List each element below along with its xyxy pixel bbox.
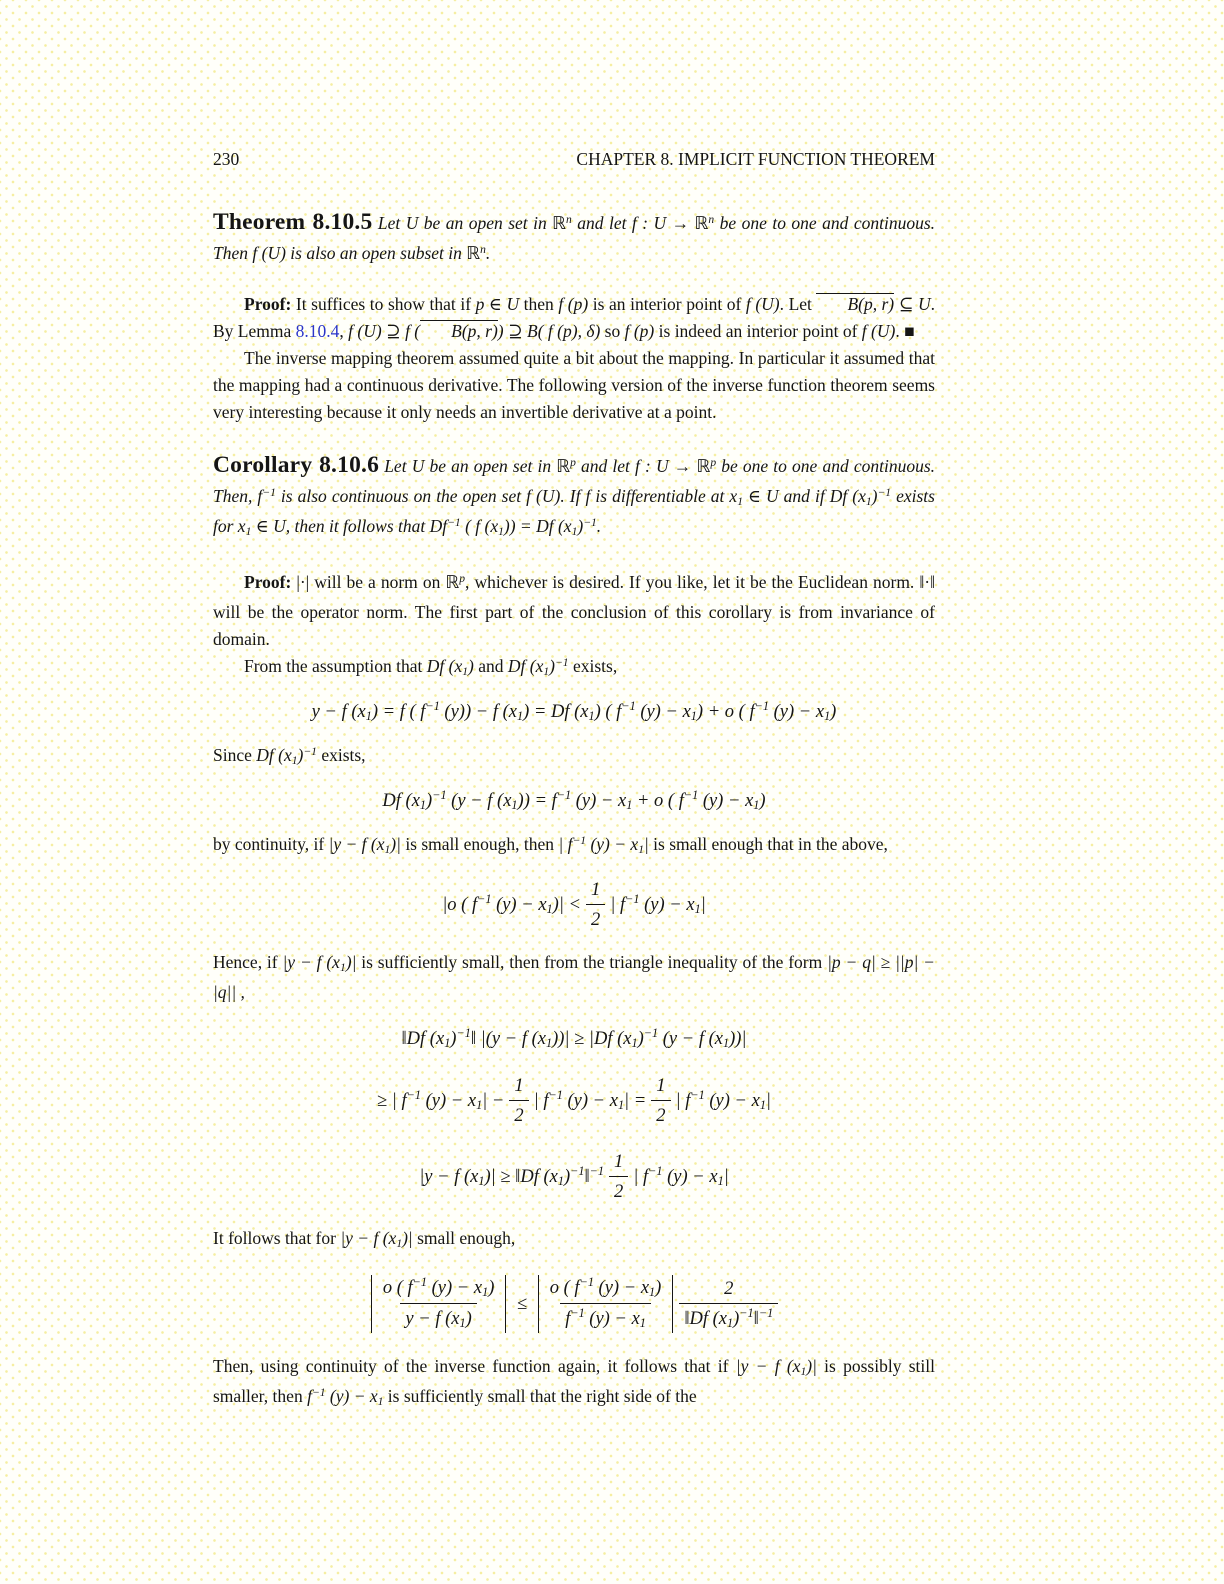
page-header (213, 146, 935, 173)
page-content (213, 146, 935, 1413)
assumption-paragraph: From the assumption that Df (x1) and Df $(x1)^{-1}$ exists, (244, 656, 618, 679)
hence-paragraph: Hence, if |y − f (x1)| is sufficiently small, then from the triangle inequality of the form |p − q| ≥ ||p| − |q|| , (213, 952, 935, 1002)
theorem-8-10-5: Theorem 8.10.5 Let U be an open set in ℝ$^n$ and let f : U → ℝ$^n$ be one to one and continuous. Then f (U) is also an open subset in ℝ$^n$. (213, 209, 936, 263)
since-paragraph: Since Df $(x1)^{-1}$ exists, (213, 745, 366, 768)
proof-theorem-paragraph: Proof: It suffices to show that if p ∈ U then f (p) is an interior point of f (U). Let B(p, r) ⊆ U. By Lemma 8.10.4, f (U) ⊇ f ( B(p, r)) ⊇ B( f (p), δ) so f (p) is indeed an interior point of f (U). ■ (213, 294, 935, 341)
fraction: $\frac{o ( f^{-1} (y) - x1)}{f^{-1} (y) - x1}$ (545, 1275, 667, 1333)
fraction: $\frac{1}{2}$ (609, 1149, 628, 1205)
equation-half-bound: ≥ | $f^{-1}$ (y) − x1| − $\frac{1}{2}$ | $f^{-1}$ (y) − x1| = $\frac{1}{2}$ | $f^{-1}$ (y) − x1| (213, 1073, 935, 1129)
chapter-title: CHAPTER 8. IMPLICIT FUNCTION THEOREM (576, 149, 935, 169)
equation-expansion: y − f (x1) = f ( $f^{-1}$ (y)) − f (x1) = Df (x1) ( $f^{-1}$ (y) − x1) + o ( $f^{-1}$ (y) − x1) (311, 699, 837, 724)
fraction: $\frac{1}{2}$ (586, 877, 605, 933)
equation-norm-inequality: ‖Df $(x1)^{-1}‖$ |(y − f (x1))| ≥ |Df $(x1)^{-1}$ (y − f (x1))| (401, 1026, 747, 1051)
equation-lower-bound: |y − f (x1)| ≥ ‖Df $(x1)^{-1}‖^{-1}$ $\frac{1}{2}$ | $f^{-1}$ (y) − x1| (213, 1149, 935, 1205)
equation-inverse-derivative: Df $(x1)^{-1}$ (y − f $(x1)) = f^{-1}$ (y) − x1 + o ( $f^{-1}$ (y) − x1) (382, 788, 766, 813)
equation-little-o-bound: |o ( $f^{-1}$ (y) − x1)| < $\frac{1}{2}$ | $f^{-1}$ (y) − x1| (213, 877, 935, 933)
fraction: $\frac{1}{2}$ (651, 1073, 670, 1129)
norm-bar (672, 1275, 673, 1333)
equation-quotient-bound: $\frac{o ( f^{-1} (y) - x1)}{y - f (x1)}$ ≤ $\frac{o ( f^{-1} (y) - x1)}{f^{-1} (y) - x1}$ $\frac{2}{‖Df (x1)^{-1}‖^{-1}}$ (213, 1275, 935, 1333)
norm-bar (505, 1275, 506, 1333)
norm-bar (371, 1275, 372, 1333)
follows-paragraph: It follows that for |y − f (x1)| small enough, (213, 1228, 516, 1251)
fraction: $\frac{1}{2}$ (509, 1073, 528, 1129)
page-number: 230 (213, 149, 240, 169)
fraction: $\frac{o ( f^{-1} (y) - x1)}{y - f (x1)}$ (378, 1275, 500, 1333)
norm-bar (538, 1275, 539, 1333)
inverse-mapping-paragraph: The inverse mapping theorem assumed quite a bit about the mapping. In particular it assumed that the mapping had a continuous derivative. The following version of the inverse function theorem seems very interesting because it only needs an invertible derivative at a point. (213, 348, 935, 422)
lemma-ref-link[interactable]: 8.10.4 (295, 321, 340, 341)
fraction: $\frac{2}{‖Df (x1)^{-1}‖^{-1}}$ (679, 1276, 778, 1333)
then-paragraph: Then, using continuity of the inverse function again, it follows that if |y − f (x1)| is possibly still smaller, then $f^{-1}$ (y) − x1 is sufficiently small that the right side of the (213, 1356, 935, 1409)
proof-corollary-paragraph: Proof: |·| will be a norm on ℝ$^p$, whichever is desired. If you like, let it be the Euclidean norm. ‖·‖ will be the operator norm. The first part of the conclusion of this corollary is from invariance of domain. (213, 572, 936, 649)
corollary-8-10-6: Corollary 8.10.6 Let U be an open set in ℝ$^p$ and let f : U → ℝ$^p$ be one to one and continuous. Then, $f^{-1}$ is also continuous on the open set f (U). If f is differentiable at x1 ∈ U and if Df $(x1)^{-1}$ exists for x1 ∈ U, then it follows that $Df^{-1}$ ( f (x1)) = Df $(x1)^{-1}$. (213, 452, 936, 539)
continuity-paragraph: by continuity, if |y − f (x1)| is small enough, then | $f^{-1}$ (y) − x1| is small enough that in the above, (213, 834, 888, 857)
